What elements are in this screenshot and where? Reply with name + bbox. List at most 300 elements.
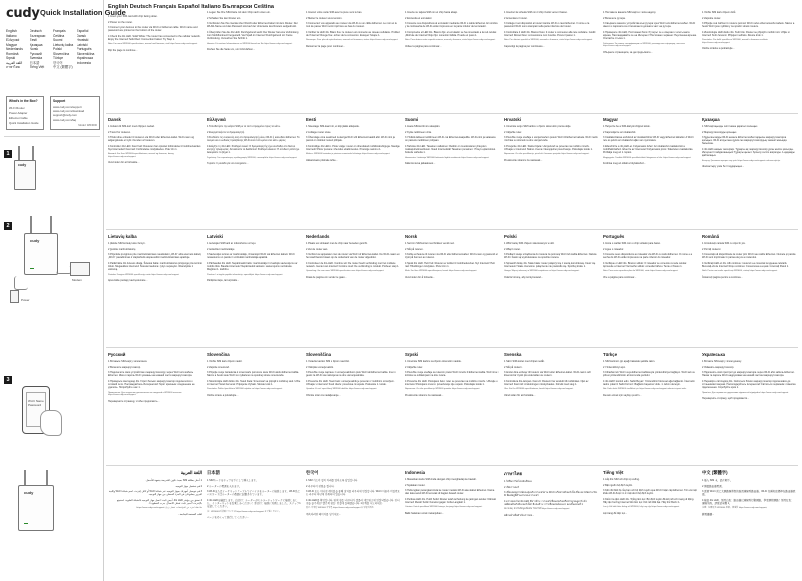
led-icon	[30, 268, 34, 270]
language-label: Srpski	[6, 56, 16, 60]
continue-text: Жалғастыру үшін бетті аударыңыз...	[702, 164, 745, 168]
instruction-step: 3 Conecte sus dispositivos al enrutador mediante Wi-Fi o cable Ethernet. El nombre y la contraseña de Wi-Fi están impresos en la parte inferior del enrutador.	[405, 22, 498, 29]
instruction-step: 2 Включите маршрутизатор.	[108, 365, 141, 369]
language-label: Українська	[76, 56, 94, 60]
section-note: Obs: För fler WR3000-specifikationer, besök https://www.cudy.com/support.	[504, 388, 574, 391]
language-section	[504, 352, 598, 462]
instruction-step: 4 4G LED를 확인합니다. 흰색 점등: 라우터가 셀룰러 네트워크에 연결되었습니다. 인터넷을 즐기세요! 빨간색 점등: 연결에 실패했습니다. 1단계를 시도하세요.	[306, 498, 400, 505]
language-label: Română	[6, 51, 19, 56]
instruction-step: 1 Umetnite svoju SIM karticu s čipom okrenutim prema dolje.	[504, 125, 572, 128]
instruction-step: 2 Tænd for routeren.	[108, 130, 131, 134]
spacer	[207, 4, 301, 11]
language-section	[306, 4, 400, 110]
language-label: Italiano	[6, 33, 17, 38]
instruction-step: 2 Увімкніть маршрутизатор.	[702, 365, 735, 369]
router-brand: cudy	[30, 238, 40, 243]
instruction-step: 1 Masukkan kartu SIM Anda dengan chip menghadap ke bawah.	[405, 478, 477, 481]
instruction-step: 4 Kontroller 4G LED. Fast hvid: Routeren har oprettet forbindelse til mobilnetværket. Nyd internettet! Fast rød: Forbindelse mislykkedes. Prøv trin 1.	[108, 144, 201, 151]
language-section	[306, 352, 400, 462]
instruction-step: 3 Conecte seus dispositivos ao roteador via Wi-Fi ou cabo Ethernet. O nome e a senha do Wi-Fi estão impressos na parte inferior do roteador.	[603, 253, 693, 260]
instruction-step: 2 Vklopite usmerjevalnik.	[306, 365, 334, 369]
spacer	[504, 4, 598, 11]
instruction-step: 1 Sett inn SIM-kortet med brikken vendt ned.	[405, 242, 455, 245]
model-number: Model: WR3000	[78, 124, 97, 127]
language-label: Latviski	[76, 42, 88, 47]
continue-text: Apverskite puslapį, kad tęstumėte...	[108, 278, 148, 282]
instruction-step: 4 Проверете 4G LED. Постоянно бяло: Рутерът се е свързал с клетъчната мрежа. Наслаждавайте се на Интернет! Постоянно червено: Неуспешна връзка. Опитайте стъпка 1.	[603, 30, 697, 41]
section-heading: Magyar	[603, 117, 619, 122]
instruction-step: 3 Verbind uw apparaten met de router via Wi-Fi of Ethernet-kabel. De Wi-Fi-naam en het wachtwoord staan op de onderkant van de router afgedrukt.	[306, 253, 400, 260]
section-heading: Latviski	[207, 234, 224, 239]
language-label: Čeština	[53, 33, 65, 38]
instruction-step: 3 Hubungkan perangkat Anda ke router melalui Wi-Fi atau kabel Ethernet. Nama dan kata sandi Wi-Fi tercetak di bagian bawah router.	[405, 489, 495, 496]
instruction-step: 3 Подключите свои устройства к маршрутизатору через Wi-Fi или кабель Ethernet. Имя и пароль Wi-Fi указаны на нижней части маршрутизатора.	[108, 371, 194, 378]
language-label: Қазақша	[29, 42, 43, 47]
section-note: Примечание: Для получения дополнительных сведений о WR3000 посетите https://www.cudy.com/support.	[108, 391, 182, 397]
instruction-step: 3 Tilslut dine enheder til routeren via Wi-Fi eller Ethernet-kabel. Wi-Fi-navn og adgangskode er trykt i bunden af routeren.	[108, 136, 195, 143]
section-heading: 中文 (繁體字)	[702, 470, 728, 475]
instruction-step: 1 Įdėkite SIM kortelę lustu žemyn.	[108, 242, 146, 245]
continue-text: Vire a página para continuar...	[603, 275, 637, 279]
instruction-step: 3 Anslut dina enheter till routern via Wi-Fi eller Ethernet-kabel. Wi-Fi-namn och lösenord är tryckt på undersidan av routern.	[504, 371, 591, 378]
section-heading: Norsk	[405, 234, 418, 239]
instruction-step: 3 Koble enhetene til ruteren via Wi-Fi eller Ethernet-kabel. Wi-Fi-navn og passord er trykt på bunnen av ruteren.	[405, 253, 498, 260]
instruction-step: 4 Überprüfen Sie die 4G LED. Durchgehend weiß: Der Router hat eine Verbindung zum Mobilfunknetz hergestellt. Viel Spaß im Internet! Durchgehend rot: Keine Verbindung. Versuchen Sie Schritt 1.	[207, 30, 299, 41]
instruction-step: 2 Schalten Sie den Router ein.	[207, 16, 241, 20]
continue-text: Draai de pagina om verder te gaan...	[306, 275, 347, 279]
language-section	[108, 470, 202, 578]
section-heading: Slovenčina	[207, 352, 230, 357]
instruction-step: 3 Csatlakoztassa eszközeit az útválasztóhoz Wi-Fi vagy Ethernet kábellel. A Wi-Fi név és jelszó az útválasztó alján van nyomtatva.	[603, 136, 694, 143]
section-note: Märkus: WR3000 lisateabe ja püsivara saamiseks külastage https://www.cudy.com/support.	[306, 153, 391, 156]
instruction-step: 3 Připojte svá zařízení k routeru pomocí Wi-Fi nebo ethernetového kabelu. Název a heslo Wi-Fi jsou vytištěny na spodní straně routeru.	[702, 22, 795, 29]
continue-text: Odwróć stronę, aby kontynuować...	[504, 275, 544, 279]
instruction-step: 3 透過 Wi-Fi 或乙太網路線將您的裝置連線到路由器。Wi-Fi 名稱和密碼印在路由器底部。	[702, 490, 796, 497]
section-note: Poznámka: Ďalšie špecifikácie WR3000 nájdete na https://www.cudy.com/support.	[207, 388, 283, 391]
box-item: Wi-Fi Router	[9, 106, 25, 110]
antenna-icon	[50, 216, 52, 233]
instruction-step: 3 Свържете вашите устройства към рутера чрез Wi-Fi или Ethernet кабел. Wi-Fi името и паролата са отпечатани в долната част на рутера.	[603, 22, 696, 29]
instruction-step: 4 Provjerite 4G LED. Stalno bijela: Usmjerivač se povezao na mobilnu mrežu. Uživajte u Internetu! Stalno crvena: Neuspješno povezivanje. Pokušajte korak 1.	[504, 144, 593, 151]
section-note: Σημείωση: Για περισσότερες προδιαγραφές WR3000, επισκεφθείτε https://www.cudy.com/support.	[207, 156, 298, 159]
section-heading: Dansk	[108, 117, 121, 122]
instruction-step: 2 Kapcsolja be az útválasztót.	[603, 130, 637, 134]
language-section	[603, 470, 697, 578]
instruction-step: 4 4G LEDを確認します。白点灯：ルーターがセルラーネットワークに接続しました。インターネットをお楽しみください！赤点灯：接続に失敗しました。ステップ1を試してください。	[207, 498, 301, 509]
instruction-step: 3 Συνδέστε τις συσκευές σας στο δρομολογητή μέσω Wi-Fi ή καλωδίου Ethernet. Το όνομα και ο κωδικός πρόσβασης Wi-Fi είναι τυπωμένα στο κάτω μέρος.	[207, 136, 300, 143]
step-1-badge: 1	[4, 150, 12, 158]
language-section	[405, 234, 499, 344]
instruction-step: 1 Vstavite kartico SIM s čipom navzdol.	[306, 360, 350, 363]
instruction-step: 4 Tarkista 4G LED. Tasainen valkoinen: Reititin on muodostanut yhteyden matkapuhelinverkkoon. Nauti Internetistä! Tasainen punainen: Yhteys epäonnistui. Kokeile vaihetta 1.	[405, 144, 496, 155]
language-label: Türkçe	[53, 56, 64, 60]
instruction-step: 1 أدخل بطاقة SIM بحيث تكون الشريحة متجهة للأسفل.	[145, 479, 202, 482]
language-label: Deutsch	[29, 29, 42, 33]
spacer	[702, 4, 796, 11]
instruction-step: 1 Legen Sie Ihre SIM-Karte mit dem Chip nach unten ein.	[207, 11, 271, 14]
instruction-step: 4 Kontrollige 4G LED-i. Püsiv valge: ruuter on ühendatud mobiilsidevõrguga. Nautige Internetti! Püsiv punane: ühendus ebaõnnestus. Proovige sammu 1.	[306, 144, 400, 151]
language-label: Dansk	[76, 33, 86, 38]
language-label: Indonesia	[76, 60, 91, 65]
section-note: Nota: Para obtener más especificaciones, manual y firmware, visite https://www.cudy.com/support.	[405, 39, 496, 42]
language-label: Polski	[53, 47, 62, 51]
antenna-icon	[24, 470, 26, 485]
instruction-step: 4 Periksa LED 4G. Putih Solid: Router telah terhubung ke jaringan seluler. Nikmati Internet! Merah Solid: Koneksi gagal. Coba Langkah 1.	[405, 497, 496, 504]
section-note: Catatan: Untuk spesifikasi WR3000 lainnya, kunjungi https://www.cudy.com/support.	[405, 506, 483, 509]
language-label: Русский	[29, 51, 42, 56]
section-note: Huomautus: Lisätietoja WR3000-laitteesta löydät osoitteesta https://www.cudy.com/support.	[405, 156, 490, 159]
instruction-step: 3 Pripojte svoje zariadenia k smerovaču pomocou siete Wi-Fi alebo Ethernet kábla. Názov a heslo siete Wi-Fi sú vytlačené na spodnej strane smerovača.	[207, 371, 299, 378]
language-label: Tiếng Việt	[29, 65, 45, 69]
instruction-step: 3 Verbinden Sie Ihre Geräte über WLAN oder Ethernet-Kabel mit dem Router. Der WLAN-Name und das Passwort sind auf der Unterseite des Routers aufgedruckt.	[207, 22, 298, 29]
instruction-step: 4 Sjekk 4G LED. Helt hvit: Ruteren er koblet til mobilnettverket. Nyt Internett! Helt rød: Tilkoblingen mislyktes. Prøv trinn 1.	[405, 261, 495, 268]
instruction-step: 3 Connect your devices to the router via Wi-Fi or Ethernet cable. Wi-Fi name and password are printed on the bottom of the router.	[108, 26, 198, 33]
spacer	[405, 4, 499, 11]
instruction-step: 1 ใส่ซิมการ์ดโดยหันชิปลง	[504, 480, 532, 483]
instruction-step: 1 Indsæt dit SIM-kort med chippen nedad.	[108, 125, 155, 128]
step-2-badge: 2	[4, 222, 12, 230]
instruction-step: 4 Verificați LED-ul 4G. Alb continuu: routerul s-a conectat la rețeaua celulară. Bucurați-vă de Internet! Roșu continuu: Conexiunea a eșuat. Încercați Pasul 1.	[702, 261, 789, 268]
instruction-step: 2 ルーターの電源を入れます。	[207, 484, 242, 488]
instruction-step: 4 Verifique o LED 4G. Branco sólido: O roteador se conectou à rede celular. Aproveite a Internet! Vermelho sólido: conexão falhou. Tente o Passo 1.	[603, 261, 687, 268]
instruction-step: 1 Insert your SIM card with chip facing down.	[108, 15, 158, 18]
instruction-step: 3 قم بتوصيل أجهزتك بجهاز التوجيه عبر شبكة Wi-Fi أو كابل إيثرنت. اسم شبكة Wi-Fi وكلمة المرور مطبوعان في الجزء السفلي من جهاز التوجيه.	[108, 490, 202, 497]
antenna-icon	[18, 146, 20, 160]
language-section	[702, 234, 796, 344]
language-label: Português	[76, 47, 92, 51]
instruction-step: 3 Savienojiet ierīces ar maršrutētāju, izmantojot Wi-Fi vai Ethernet kabeli. Wi-Fi nosaukums un parole ir uzdrukāti maršrutētāja apakšā.	[207, 253, 295, 260]
instruction-step: 4 Проверьте светодиод 4G. Горит белым: маршрутизатор подключился к сотовой сети. Наслаждайтесь Интернетом! Горит красным: соединение не удалось. Попробуйте шаг 1.	[108, 379, 195, 390]
section-heading: Português	[603, 234, 625, 239]
continue-text: Vend siden for at fortsætte...	[108, 161, 140, 165]
continue-text: Γυρίστε τη σελίδα για να συνεχίσετε...	[207, 161, 249, 165]
instruction-step: 4 Patikrinkite 4G šviesos diodą. Šviesiai balta: maršrutizatorius prisijungė prie korinio tinklo. Mėgaukitės internetu! Šviesiai raudona: ryšys nepavyko. Išbandykite 1 veiksmą.	[108, 261, 202, 272]
instruction-step: 2 Porniți routerul.	[702, 247, 722, 251]
language-section	[603, 234, 697, 344]
instruction-step: 4 Ellenőrizze a 4G LED-et. Folyamatos fehér: Az útválasztó csatlakozott a mobilhálózathoz. Élvezze az Internetet! Folyamatos piros: Sikertelen csatlakozás. Próbálja meg az 1. lépést.	[603, 144, 694, 155]
section-note: Poznámka: Pro další specifikace WR3000, manuál a firmware navštivte https://www.cudy.com/support.	[702, 39, 768, 45]
row-divider	[106, 347, 798, 348]
instruction-step: 2 Slå på routern.	[504, 365, 523, 369]
section-note: Hinweis: Für weitere Informationen zu WR3000 besuchen Sie https://www.cudy.com/support.	[207, 42, 293, 45]
language-section	[108, 352, 202, 462]
row-divider	[106, 229, 798, 230]
instruction-step: 3 Prijunkite įrenginius prie maršrutizatoriaus naudodami „Wi-Fi“ arba eterneto kabelį. „Wi-Fi“ pavadinimas ir slaptažodis atspausdinti maršrutizatoriaus apačioje.	[108, 253, 202, 260]
guide-title: Quick Installation Guide	[40, 8, 126, 17]
instruction-step: 2 Bật nguồn bộ định tuyến.	[603, 483, 633, 487]
spacer	[603, 4, 697, 11]
section-note: Nota: Per ulteriori specifiche WR3000, manuale e firmware, visita https://www.cudy.com/support.	[504, 39, 593, 42]
language-section	[405, 4, 499, 110]
language-label: Svenska	[29, 56, 43, 60]
section-note: 注：WR3000の詳細については https://www.cudy.com/support をご覧ください。	[207, 510, 282, 513]
continue-text: Capovolgi la pagina per continuare...	[504, 44, 545, 48]
section-note: หมายเหตุ: สำหรับข้อมูลเพิ่มเติม โปรดไปที่ https://www.cudy.com/support	[504, 508, 570, 511]
instruction-step: 4 Proverite 4G LED. Postojano belo: ruter se povezao na mobilnu mrežu. Uživajte u internetu! Postojano crveno: povezivanje nije uspelo. Pokušajte korak 1.	[405, 379, 498, 386]
language-label: Français	[53, 29, 66, 33]
instruction-step: 1 Вставьте SIM-карту чипом вниз.	[108, 360, 148, 363]
section-heading: Tiếng Việt	[603, 470, 624, 475]
language-section	[306, 470, 400, 578]
continue-text: 翻頁繼續...	[702, 512, 715, 516]
instruction-step: 4 تحقق من مؤشر 4G LED. أبيض ثابت: اتصل جهاز التوجيه بالشبكة الخلوية. استمتع بالإنترنت! أحمر ثابت: فشل الاتصال. جرب الخطوة 1.	[116, 498, 202, 505]
section-note: 참고: 자세한 WR3000 사양은 https://www.cudy.com/support 를 방문하세요.	[306, 507, 375, 510]
instruction-step: 1 Insira o cartão SIM com o chip voltado para baixo.	[603, 242, 661, 245]
whats-in-box	[6, 96, 44, 130]
instruction-step: 3 Yhdistä laitteesi reitittimeen Wi-Fi- tai Ethernet-kaapelilla. Wi-Fi-nimi ja salasana on painettu reitittimen pohjaan.	[405, 136, 496, 143]
section-heading: Svenska	[504, 352, 522, 357]
language-section	[603, 4, 697, 110]
continue-text: Preokrenite stranicu za nastavak...	[504, 158, 543, 162]
language-section	[108, 234, 202, 344]
instruction-step: 1 Insérez votre carte SIM avec la puce vers le bas.	[306, 11, 363, 14]
continue-text: Otočte stranu a pokračujte...	[207, 393, 239, 397]
instruction-step: 4 Vérifiez la LED 4G. Blanc fixe: le routeur est connecté au réseau cellulaire. Profitez de l'Internet! Rouge fixe: échec de la connexion. Essayez l'étape 1.	[306, 30, 400, 37]
instruction-step: 2 Mettez le routeur sous tension.	[306, 16, 343, 20]
instruction-step: 2 Encienda el enrutador.	[405, 16, 433, 20]
instruction-step: 4 Controleer de 4G-LED. Continu wit: De router heeft verbinding met het mobiele netwerk. Geniet van internet! Continu rood: De verbinding is mislukt. Probeer stap 1.	[306, 261, 400, 268]
section-note: 注意：如需更多 WR3000 規格，請造訪 https://www.cudy.com/support。	[702, 507, 769, 510]
modem-icon	[70, 262, 90, 276]
instruction-step: 2 Zapnite smerovač.	[207, 365, 230, 369]
instruction-step: 2 Accendere il router.	[504, 16, 528, 20]
instruction-step: 3 Құрылғыларды Wi-Fi немесе Ethernet кабелі арқылы маршрутизаторға қосыңыз. Wi-Fi атауы мен құпия сөз маршрутизатордың төменгі жағында басылған.	[702, 136, 787, 146]
instruction-step: 1 Włóż kartę SIM chipem skierowanym w dół.	[504, 242, 555, 245]
power-cable-icon	[14, 276, 28, 290]
continue-text: Balik halaman untuk melanjutkan...	[405, 511, 444, 515]
continue-text: Flip the page to continue...	[108, 48, 138, 52]
spacer	[306, 4, 400, 11]
language-section	[504, 470, 598, 578]
continue-text: Vend siden for å fortsette...	[405, 275, 435, 279]
language-section	[702, 4, 796, 110]
instruction-step: 1 Sätt i SIM-kortet med chipet nedåt.	[504, 360, 545, 363]
left-divider	[4, 136, 100, 137]
instruction-step: 4 Compruebe el LED 4G. Blanco fijo: el enrutador se ha conectado a la red celular. ¡Disfrute de Internet! Rojo fijo: conexión fallida. Pruebe el paso 1.	[405, 30, 497, 37]
instruction-step: 3 Kết nối thiết bị của bạn với bộ định tuyến qua Wi-Fi hoặc cáp Ethernet. Tên và mật khẩu Wi-Fi được in ở mặt dưới bộ định tuyến.	[603, 489, 697, 496]
box-item: Power Adapter	[9, 111, 28, 115]
instruction-step: 4 Pārbaudiet 4G LED. Nepārtraukti balts: maršrutētājs ir izveidojis savienojumu ar mobilo tīklu. Baudiet internetu! Nepārtraukti sarkans: savienojums neizdevās. Mēģiniet 1. darbību.	[207, 261, 298, 272]
section-note: Note: For more WR3000 specifications, manual and firmware, visit https://www.cudy.com/support.	[108, 43, 198, 46]
language-section	[405, 117, 499, 227]
instruction-step: 1 Plaats uw simkaart met de chip naar beneden gericht.	[306, 242, 368, 245]
continue-text: Lật trang để tiếp tục...	[603, 511, 628, 515]
section-heading: Türkçe	[603, 352, 618, 357]
instruction-step: 1 Inserte su tarjeta SIM con el chip hacia abajo.	[405, 11, 458, 14]
section-note: Lưu ý: Để biết thêm thông số WR3000, hãy truy cập https://www.cudy.com/support.	[603, 506, 680, 509]
section-note: Uwaga: Więcej informacji o WR3000 znajdziesz na https://www.cudy.com/support.	[504, 270, 580, 273]
antenna-icon	[46, 470, 48, 485]
box-item: Quick Installation Guide	[9, 121, 39, 125]
box-item: Ethernet Cable	[9, 116, 28, 120]
support-link: support@cudy.com	[53, 113, 77, 118]
continue-text: Käännä sivua jatkaaksesi...	[405, 161, 436, 165]
section-note: Nota: Para mais especificações do WR3000, visite https://www.cudy.com/support.	[603, 270, 679, 273]
section-note: Remarque: Pour plus de spécifications, manuels et firmwares, visitez https://www.cudy.com/support.	[306, 39, 399, 42]
instruction-step: 2 Slå på ruteren.	[405, 247, 424, 251]
instruction-step: 2 Zapněte router.	[702, 16, 722, 20]
instruction-step: 1 Inserisci la scheda SIM con il chip rivolto verso il basso.	[504, 11, 568, 14]
continue-text: Обърнете страницата, за да продължите...	[603, 50, 653, 54]
language-label: Български	[29, 33, 46, 38]
instruction-step: 4 Kontrollera 4G-lampan. Fast vit: Routern har anslutit till mobilnätet. Njut av Internet! Fast röd: Anslutningen misslyckades. Försök med steg 1.	[504, 379, 589, 386]
instruction-step: 4 ตรวจสอบไฟ 4G LED สีขาวค้าง: เราเตอร์เชื่อมต่อกับเครือข่ายเซลลูลาร์แล้ว เพลิดเพลินกับอินเทอร์เน็ต! สีแดงค้าง: การเชื่อมต่อล้มเหลว ลองขั้นตอนที่ 1	[504, 499, 587, 506]
instruction-step: 3 Collega i tuoi dispositivi al router tramite Wi-Fi o cavo Ethernet. Il nome e la password Wi-Fi sono stampati nella parte inferiore del router.	[504, 22, 590, 29]
language-section	[405, 352, 499, 462]
instruction-step: 2 Ligue o roteador.	[603, 247, 624, 251]
section-heading: Українська	[702, 352, 726, 357]
continue-text: Drehen Sie die Seite um, um fortzufahren...	[207, 47, 256, 51]
section-heading: 한국어	[306, 470, 319, 475]
support-link: www.cudy.com/faq	[53, 117, 77, 122]
wifi-credentials-text: Wi-Fi Name Password	[28, 399, 44, 407]
section-note: Piezīme: Lai iegūtu papildu informāciju, apmeklējiet https://www.cudy.com/support.	[207, 273, 283, 276]
language-section	[702, 470, 796, 578]
section-heading: English Deutsch Français Español Italiano Български Čeština	[108, 4, 275, 10]
modem-label: Modem	[72, 278, 83, 282]
section-note: Ескерту: Қосымша ақпарат алу үшін https://www.cudy.com/support сайтына кіріңіз.	[702, 159, 781, 162]
led-4g-icon	[24, 523, 28, 525]
section-note: Примітка: Для отримання додаткових відомостей відвідайте https://www.cudy.com/support.	[702, 391, 789, 394]
language-section	[603, 117, 697, 227]
language-section	[207, 234, 301, 344]
instruction-step: 3 Povežite svoje uređaje sa ruterom preko Wi-Fi mreže ili Ethernet kabla. Wi-Fi ime i lozinka su odštampani na dnu rutera.	[405, 371, 499, 378]
section-heading: Slovenščina	[306, 352, 332, 357]
support-link: www.cudy.com/support	[53, 105, 82, 109]
section-note: Забележка: За повече спецификации на WR3000, ръководство и фърмуер, посетете https://www.cudy.com/support.	[603, 42, 685, 48]
section-heading: Srpski	[405, 352, 419, 357]
language-section	[306, 117, 400, 227]
instruction-step: 4 4G LED шамын тексеріңіз. Тұрақты ақ: маршрутизатор ұялы желіге қосылды. Интернетті пайдаланыңыз! Тұрақты қызыл: Қосылу сәтсіз аяқталды. 1-қадамды қайталаңыз.	[702, 147, 795, 158]
section-heading: Română	[702, 234, 719, 239]
instruction-step: 3 เชื่อมต่ออุปกรณ์ของคุณกับเราเตอร์ผ่าน Wi-Fi หรือสายอีเทอร์เน็ต ชื่อและรหัสผ่าน Wi-Fi พิมพ์อยู่ที่ด้านล่างของเราเตอร์	[504, 491, 598, 498]
section-heading: Polski	[504, 234, 517, 239]
instruction-step: 2 Zet de router aan.	[306, 247, 328, 251]
instruction-step: 1 Вставте SIM-карту чіпом донизу.	[702, 360, 742, 363]
continue-text: Întoarceți pagina pentru a continua...	[702, 275, 743, 279]
section-heading: 日本語	[207, 470, 220, 475]
language-section	[702, 352, 796, 462]
support-link: www.cudy.com/download	[53, 109, 85, 114]
instruction-step: 4 Перевірте світлодіод 4G. Світиться білим: маршрутизатор підключився до стільникової мережі. Насолоджуйтесь Інтернетом! Світиться червоним: помилка підключення. Спробуйте крок 1.	[702, 379, 796, 390]
section-heading: Indonesia	[405, 470, 426, 475]
instruction-step: 4 Check the 4G LED. Solid White: The router has connected to the cellular network. Enjoy the Internet! Solid Red: Connection Failed. Try Step 1.	[108, 34, 201, 41]
instruction-step: 2 Включете рутера.	[603, 16, 626, 20]
instruction-step: 3 Conectați-vă dispozitivele la router prin Wi-Fi sau cablu Ethernet. Numele și parola Wi-Fi sunt imprimate în partea de jos a routerului.	[702, 253, 796, 260]
instruction-step: 2 開啟路由器電源。	[702, 484, 725, 488]
section-note: Megjegyzés: További WR3000 specifikációkért látogasson el ide: https://www.cudy.com/support.	[603, 156, 692, 159]
row-divider	[106, 465, 798, 466]
continue-text: พลิกหน้าเพื่อดำเนินการต่อ...	[504, 513, 535, 517]
panel-divider	[103, 0, 104, 581]
instruction-step: 3 Wi-Fiまたはイーサネットケーブルでデバイスをルーターに接続します。Wi-Fi名とパスワードはルーターの底面に記載されています。	[207, 490, 300, 497]
instruction-step: 1 Aseta SIM-kortti siru alaspäin.	[405, 125, 441, 128]
language-section	[108, 117, 202, 227]
instruction-step: 2 Yönlendiriciyi açın.	[603, 365, 626, 369]
instruction-step: 3 Wi-Fi 또는 이더넷 케이블을 통해 장치를 라우터에 연결합니다. Wi-Fi 이름과 비밀번호는 라우터 하단에 인쇄되어 있습니다.	[306, 490, 400, 497]
language-label: 한국어	[53, 60, 63, 65]
instruction-step: 2 เปิดเราเตอร์	[504, 485, 520, 489]
section-note: Bemærk: For flere WR3000-specifikationer, manual og firmware, besøg https://www.cudy.com/support.	[108, 153, 174, 159]
instruction-step: 1 Umetnite SIM karticu sa čipom okrenutim nadole.	[405, 360, 462, 363]
box-heading: What's in the Box?	[9, 99, 38, 103]
step-3-badge: 3	[4, 376, 12, 384]
continue-text: Vänd sidan för att fortsätta...	[504, 393, 536, 397]
router-brand: cudy	[24, 490, 34, 495]
section-note: Napomena: Za više specifikacija WR3000 posetite https://www.cudy.com/support.	[405, 388, 480, 391]
power-label: Power	[21, 298, 30, 302]
continue-text: Переверніть сторінку, щоб продовжити...	[702, 396, 750, 400]
instruction-step: 1 Lắp thẻ SIM với chip úp xuống.	[603, 478, 640, 481]
power-adapter-icon	[10, 290, 19, 303]
language-section	[702, 117, 796, 227]
language-section	[207, 4, 301, 110]
instruction-step: 1 SIMカードをチップを下にして挿入します。	[207, 479, 259, 482]
instruction-step: 1 SIM 카드의 칩이 아래를 향하도록 삽입합니다.	[306, 479, 358, 482]
support-box	[50, 96, 100, 130]
language-label: Norsk	[29, 47, 39, 51]
language-label: 中文 (繁體字)	[53, 65, 73, 69]
instruction-step: 2 Kytke reititimeen virta.	[405, 130, 432, 134]
section-heading: Русский	[108, 352, 126, 357]
instruction-step: 2 Маршрутизаторды қосыңыз.	[702, 130, 737, 134]
instruction-step: 1 Ievietojiet SIM karti ar mikroshēmu uz leju.	[207, 242, 257, 245]
language-label: ภาษาไทย	[6, 65, 20, 69]
language-label: اللغة العربية	[6, 60, 23, 65]
instruction-step: 3 Підключіть свої пристрої до маршрутизатора через Wi-Fi або кабель Ethernet. Назва та пароль Wi-Fi надруковані на нижній частині маршрутизатора.	[702, 371, 795, 378]
language-section	[207, 352, 301, 462]
instruction-step: 2 Uključite ruter.	[504, 130, 522, 134]
language-section	[504, 234, 598, 344]
language-label: Hrvatski	[76, 38, 89, 42]
language-label: Slovenčina	[53, 51, 70, 56]
language-label: Español	[76, 29, 89, 33]
continue-text: Переверните страницу, чтобы продолжить...	[108, 399, 160, 403]
antenna-icon	[30, 216, 32, 233]
instruction-step: 2 Nyalakan router.	[405, 483, 426, 487]
instruction-step: 2 قم بتشغيل جهاز التوجيه.	[174, 484, 202, 488]
language-section	[306, 234, 400, 344]
instruction-step: 2 라우터의 전원을 켭니다.	[306, 484, 335, 488]
router-brand: cudy	[18, 163, 27, 167]
language-label: Eesti	[29, 38, 37, 42]
section-note: Merk: For flere WR3000-spesifikasjoner, besøk https://www.cudy.com/support.	[405, 270, 477, 273]
instruction-step: 1 Introduceți cartela SIM cu cipul în jos.	[702, 242, 746, 245]
continue-text: Voltee la página para continuar...	[405, 44, 442, 48]
instruction-step: 4 Sprawdź diodę 4G. Stale biała: router połączył się z siecią komórkową. Ciesz się Internetem! Stale czerwona: połączenie nie powiodło się. Spróbuj kroku 1.	[504, 261, 596, 268]
instruction-step: 2 Lülitage ruuter sisse.	[306, 130, 332, 134]
language-label: Magyar	[6, 42, 17, 47]
instruction-step: 1 SIM картаңызды чипі төмен қаратып салыңыз.	[702, 125, 758, 128]
instruction-step: 3 Povežite svoje uređaje s usmjerivačem putem Wi-Fi ili Ethernet kabela. Wi-Fi naziv i lozinka su otisnuti na dnu usmjerivača.	[504, 136, 598, 143]
language-list	[6, 29, 98, 69]
language-label: 日本語	[29, 60, 40, 65]
section-heading: Lietuvių kalba	[108, 234, 137, 239]
instruction-step: 4 4G LED'i kontrol edin. Sabit Beyaz: Yönlendirici hücresel ağa bağlandı. İnternetin tadını çıkarın! Sabit Kırmızı: Bağlantı başarısız oldu. 1. Adımı deneyin.	[603, 379, 695, 386]
row-divider	[106, 113, 798, 114]
section-note: Not: Daha fazla WR3000 özellikleri için https://www.cudy.com/support adresini ziyaret edin.	[603, 388, 687, 391]
language-label: Lietuvių kalba	[53, 42, 74, 47]
language-section	[207, 470, 301, 578]
instruction-step: 1 Поставете вашата SIM карта с чипа надолу.	[603, 11, 657, 14]
instruction-step: 2 Włącz router.	[504, 247, 521, 251]
hand-icon	[40, 410, 62, 436]
section-heading: Nederlands	[306, 234, 330, 239]
continue-text: Preokrenite stranicu za nastavak...	[405, 393, 444, 397]
instruction-step: 1 插入 SIM 卡，晶片朝下。	[702, 479, 733, 482]
continue-text: Obrnite stran za nadaljevanje...	[306, 393, 341, 397]
instruction-step: 2 Uključite ruter.	[405, 365, 423, 369]
